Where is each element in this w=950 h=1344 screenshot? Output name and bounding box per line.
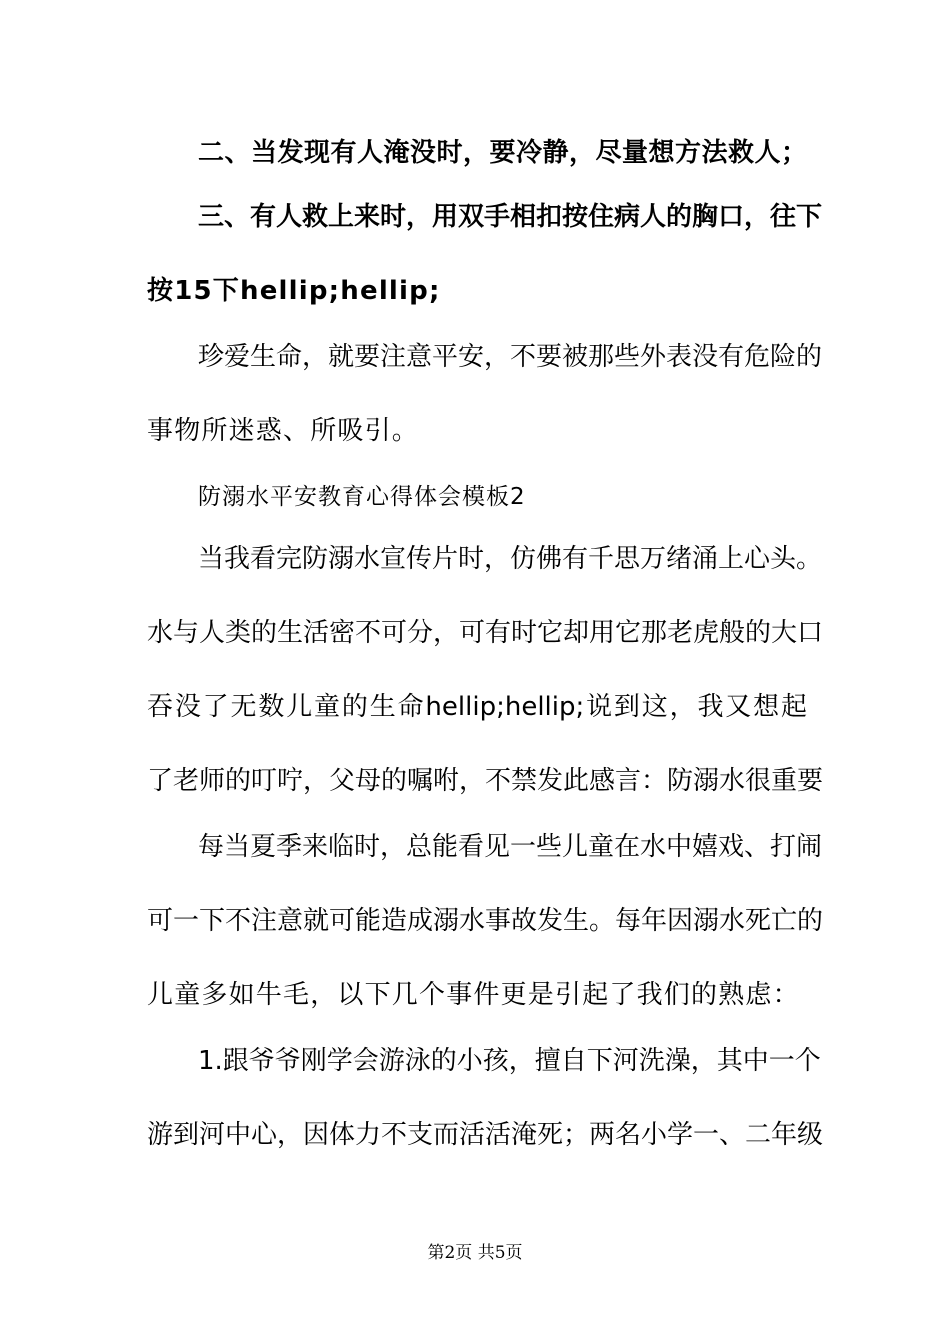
section-heading: 防溺水平安教育心得体会模板2 xyxy=(198,484,526,510)
paragraph-line: 三、有人救上来时，用双手相扣按住病人的胸口，往下 xyxy=(198,202,823,232)
page-footer: 第2页 共5页 xyxy=(427,1243,523,1263)
paragraph-line: 游到河中心，因体力不支而活活淹死；两名小学一、二年级 xyxy=(147,1120,824,1150)
paragraph-line: 当我看完防溺水宣传片时，仿佛有千思万绪涌上心头。 xyxy=(198,544,823,574)
paragraph-line: 1.跟爷爷刚学会游泳的小孩，擅自下河洗澡，其中一个 xyxy=(198,1046,821,1076)
paragraph-line: 可一下不注意就可能造成溺水事故发生。每年因溺水死亡的 xyxy=(147,906,824,936)
paragraph-line: 水与人类的生活密不可分，可有时它却用它那老虎般的大口 xyxy=(147,618,824,648)
paragraph-line: 珍爱生命，就要注意平安，不要被那些外表没有危险的 xyxy=(198,342,823,372)
paragraph-line: 按15下hellip;hellip; xyxy=(147,276,441,306)
paragraph-line: 吞没了无数儿童的生命hellip;hellip;说到这，我又想起 xyxy=(147,692,807,722)
paragraph-line: 儿童多如牛毛，以下几个事件更是引起了我们的熟虑： xyxy=(147,980,800,1010)
paragraph-line: 了老师的叮咛，父母的嘱咐，不禁发此感言：防溺水很重要 xyxy=(147,766,824,796)
paragraph-line: 二、当发现有人淹没时，要冷静，尽量想方法救人； xyxy=(198,138,807,168)
paragraph-line: 每当夏季来临时，总能看见一些儿童在水中嬉戏、打闹 xyxy=(198,832,823,862)
paragraph-line: 事物所迷惑、所吸引。 xyxy=(147,416,420,446)
